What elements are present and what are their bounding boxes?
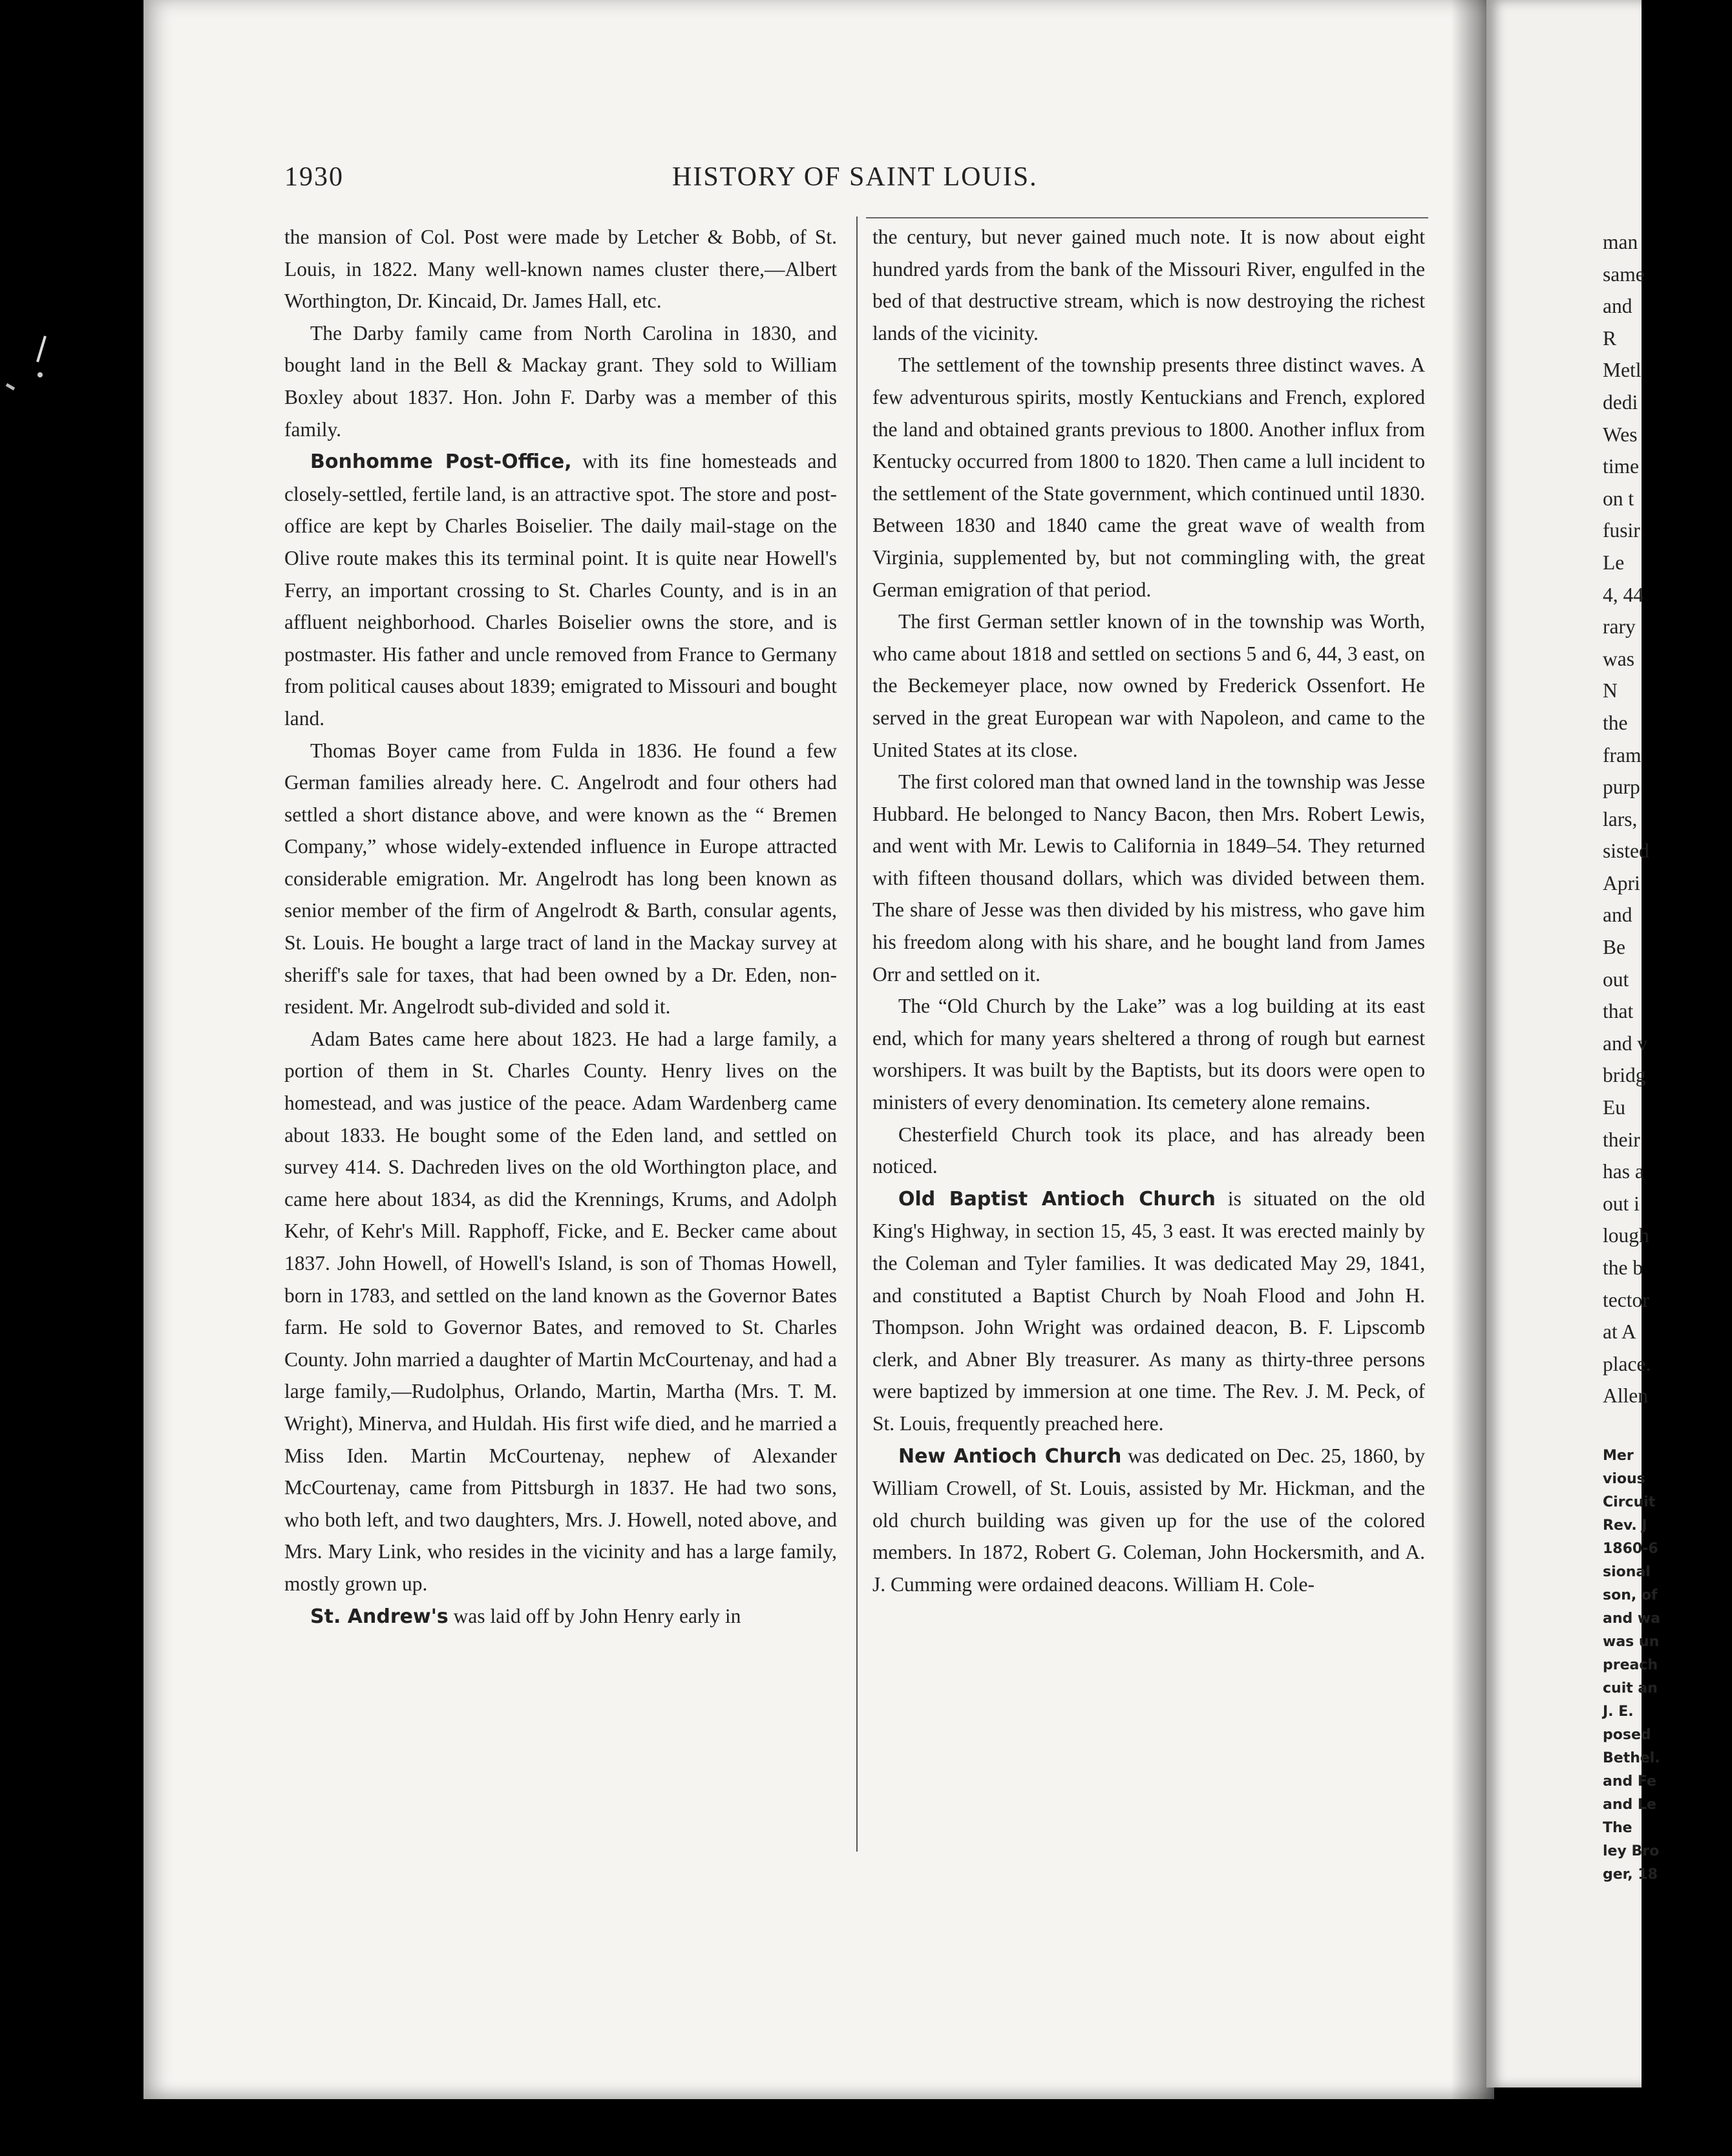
facing-small-line: Bethel. <box>1603 1749 1660 1766</box>
facing-line: lough <box>1603 1224 1649 1247</box>
left-column <box>284 221 837 1633</box>
facing-small-line: preach <box>1603 1656 1658 1673</box>
paragraph: Chesterfield Church took its place, and has already been noticed. <box>872 1123 1425 1178</box>
facing-line: place. <box>1603 1352 1651 1375</box>
paragraph: The first colored man that owned land in the township was Jesse Hubbard. He belonged to Nancy Bacon, then Mrs. Robert Lewis, and went with Mr. Lewis to California in 1849–54. They returned with fifteen thousand dollars, which was divided between them. The share of Jesse was then divided by his mistress, who gave him his freedom along with his share, and he bought land from James Orr and settled on it. <box>872 770 1425 986</box>
facing-small-line: was un <box>1603 1633 1660 1650</box>
paragraph-text: with its fine homesteads and closely-settled, fertile land, is an attractive spot. The store and post-office are kept by Charles Boiselier. The daily mail-stage on the Olive route makes this its terminal point. It is quite near Howell's Ferry, an important crossing to St. Charles County, and is in an affluent neighborhood. Charles Boiselier owns the store, and is postmaster. His father and uncle removed from France to Germany from political causes about 1839; emigrated to Missouri and bought land. <box>284 450 837 730</box>
facing-small-line: ley Bro <box>1603 1843 1660 1859</box>
page-header <box>284 162 1396 200</box>
margin-marks <box>0 323 52 517</box>
facing-small-line: and Le <box>1603 1796 1656 1813</box>
facing-line: Le <box>1603 551 1625 574</box>
paragraph: the century, but never gained much note. It is now about eight hundred yards from the bank of the Missouri River, engulfed in the bed of that destructive stream, which is now destroying the richest lands of the vicinity. <box>872 226 1425 344</box>
paragraph <box>872 1440 1425 1601</box>
facing-small-line: The <box>1603 1819 1632 1836</box>
facing-line: at A <box>1603 1320 1636 1344</box>
facing-small-line: Circuit <box>1603 1494 1656 1510</box>
facing-line: sisted <box>1603 840 1649 863</box>
paragraph <box>284 1600 837 1633</box>
facing-small-line: J. E. <box>1603 1703 1634 1720</box>
paragraph <box>872 1183 1425 1440</box>
facing-line: Apri <box>1603 871 1640 894</box>
facing-line: man <box>1603 231 1638 253</box>
facing-line: out <box>1603 967 1629 991</box>
facing-small-line: cuit an <box>1603 1680 1658 1696</box>
facing-line: that <box>1603 1000 1634 1023</box>
facing-line: the <box>1603 711 1628 734</box>
facing-line: lars, <box>1603 807 1638 830</box>
paragraph-text: is situated on the old King's Highway, in section 15, 45, 3 east. It was erected mainly by the Coleman and Tyler families. It was dedicated May 29, 1841, and constituted a Baptist Church by Noah Flood and John H. Thompson. John Wright was ordained deacon, B. F. Lipscomb clerk, and Abner Bly treasurer. As many as thirty-three persons were baptized by immersion at one time. The Rev. J. M. Peck, of St. Louis, frequently preached here. <box>872 1187 1425 1435</box>
facing-page-column <box>1603 226 1732 1886</box>
facing-line: dedi <box>1603 390 1638 414</box>
facing-line: fusir <box>1603 519 1640 542</box>
facing-line: on t <box>1603 487 1634 510</box>
facing-gap <box>1603 1412 1732 1444</box>
facing-line: Metl <box>1603 359 1642 382</box>
facing-line: 4, 44 <box>1603 583 1643 606</box>
facing-line: Wes <box>1603 423 1638 446</box>
facing-small-line: vious <box>1603 1470 1645 1487</box>
facing-line: Allen <box>1603 1384 1648 1408</box>
right-column <box>872 221 1425 1601</box>
page-number: 1930 <box>284 162 344 192</box>
facing-line: rary <box>1603 615 1636 639</box>
facing-line: N <box>1603 679 1618 703</box>
facing-small-line: son, of <box>1603 1587 1658 1603</box>
paragraph: The “Old Church by the Lake” was a log building at its east end, which for many years sheltered a throng of rough but earnest worshipers. It was built by the Baptists, but its doors were open to ministers of every denomination. Its cemetery alone remains. <box>872 995 1425 1114</box>
paragraph: The settlement of the township presents three distinct waves. A few adventurous spirits, mostly Kentuckians and French, explored the land and obtained grants previous to 1800. Another influx from Kentucky occurred from 1800 to 1820. Then came a lull incident to the settlement of the State government, which continued until 1830. Between 1830 and 1840 came the great wave of wealth from Virginia, supplemented by, but not commingling with, the great German emigration of that period. <box>872 354 1425 601</box>
facing-line: bridg <box>1603 1064 1646 1087</box>
facing-small-line: 1860-6 <box>1603 1540 1658 1557</box>
facing-line: Eu <box>1603 1096 1625 1119</box>
facing-line: purp <box>1603 776 1640 799</box>
facing-small-line: Mer <box>1603 1447 1634 1464</box>
paragraph: the mansion of Col. Post were made by Letcher & Bobb, of St. Louis, in 1822. Many well-known names cluster there,—Albert Worthington, Dr. Kincaid, Dr. James Hall, etc. <box>284 226 837 313</box>
facing-small-line: and Fe <box>1603 1773 1656 1790</box>
facing-line: was <box>1603 647 1634 670</box>
facing-line: fram <box>1603 743 1642 766</box>
facing-small-line: ger, 18 <box>1603 1866 1658 1883</box>
facing-small-line: and wa <box>1603 1610 1661 1627</box>
facing-line: their <box>1603 1128 1640 1151</box>
facing-small-line: sional <box>1603 1563 1651 1580</box>
section-heading: New Antioch Church <box>898 1444 1122 1468</box>
paragraph <box>284 445 837 734</box>
facing-line: has a <box>1603 1160 1644 1183</box>
paragraph-text: was dedicated on Dec. 25, 1860, by William Crowell, of St. Louis, assisted by Mr. Hickman, and the old church building was given up for the use of the colored members. In 1872, Robert G. Coleman, John Hockersmith, and A. J. Cumming were ordained deacons. William H. Cole- <box>872 1444 1425 1596</box>
facing-line: the b <box>1603 1256 1643 1279</box>
paragraph-text: was laid off by John Henry early in <box>448 1604 741 1627</box>
facing-line: and <box>1603 295 1632 318</box>
facing-line: R <box>1603 326 1617 350</box>
top-rule <box>866 217 1428 218</box>
facing-line: Be <box>1603 936 1625 959</box>
facing-line: and <box>1603 904 1632 927</box>
paragraph: The first German settler known of in the township was Worth, who came about 1818 and settled on sections 5 and 6, 44, 3 east, on the Beckemeyer place, now owned by Frederick Ossenfort. He served in the great European war with Napoleon, and came to the United States at its close. <box>872 610 1425 761</box>
facing-line: and v <box>1603 1031 1648 1055</box>
facing-small-line: posed <box>1603 1726 1651 1743</box>
section-heading: Old Baptist Antioch Church <box>898 1187 1216 1210</box>
paragraph: Adam Bates came here about 1823. He had a large family, a portion of them in St. Charles County. Henry lives on the homestead, and was justice of the peace. Adam Wardenberg came about 1833. He bought some of the Eden land, and settled on survey 414. S. Dachreden lives on the old Worthington place, and came here about 1834, as did the Krennings, Krums, and Adolph Kehr, of Kehr's Mill. Rapphoff, Ficke, and E. Becker came about 1837. John Howell, of Howell's Island, is son of Thomas Howell, born in 1783, and settled on the land known as the Governor Bates farm. He sold to Governor Bates, and removed to St. Charles County. John married a daughter of Martin McCourtenay, and had a large family,—Rudolphus, Orlando, Martin, Martha (Mrs. T. M. Wright), Minerva, and Huldah. His first wife died, and he married a Miss Iden. Martin McCourtenay, nephew of Alexander McCourtenay, came from Pittsburgh in 1837. He had two sons, who both left, and two daughters, Mrs. J. Howell, noted above, and Mrs. Mary Link, who resides in the vicinity and has a large family, mostly grown up. <box>284 1027 837 1595</box>
facing-line: same <box>1603 262 1645 286</box>
running-title: HISTORY OF SAINT LOUIS. <box>672 162 1038 192</box>
paragraph: Thomas Boyer came from Fulda in 1836. He found a few German families already here. C. Angelrodt and four others had settled a short distance above, and were known as the “ Bremen Company,” whose widely-extended influence in Europe attracted considerable emigration. Mr. Angelrodt has long been known as senior member of the firm of Angelrodt & Barth, consular agents, St. Louis. He bought a large tract of land in the Mackay survey at sheriff's sale for taxes, that had been owned by a Dr. Eden, non-resident. Mr. Angelrodt sub-divided and sold it. <box>284 739 837 1019</box>
facing-small-line: Rev. J <box>1603 1517 1647 1534</box>
section-heading: St. Andrew's <box>310 1605 449 1628</box>
facing-line: time <box>1603 455 1639 478</box>
paragraph: The Darby family came from North Carolina in 1830, and bought land in the Bell & Mackay grant. They sold to William Boxley about 1837. Hon. John F. Darby was a member of this family. <box>284 321 837 441</box>
facing-line: out i <box>1603 1192 1640 1215</box>
facing-line: tector <box>1603 1288 1649 1311</box>
section-heading: Bonhomme Post-Office, <box>310 450 572 474</box>
column-rule <box>856 217 858 1852</box>
